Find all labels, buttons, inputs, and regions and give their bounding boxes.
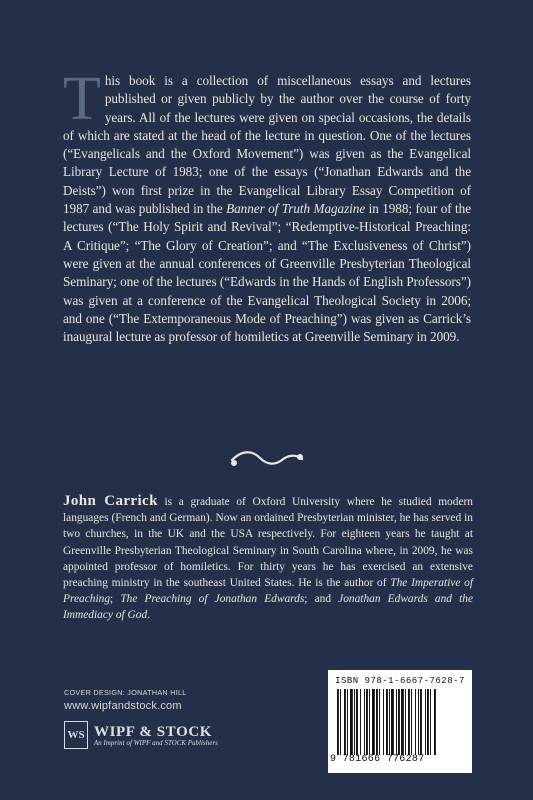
barcode-bar <box>350 689 353 755</box>
barcode-bar <box>389 689 390 755</box>
barcode-bar <box>386 689 388 755</box>
isbn-barcode <box>328 670 472 773</box>
barcode-digits: 9 781666 776287 <box>330 754 425 765</box>
barcode-bar <box>415 689 416 755</box>
barcode-bar <box>337 689 339 755</box>
barcode-bar <box>434 689 436 755</box>
barcode-bar <box>376 689 378 755</box>
barcode-bar <box>369 689 370 755</box>
author-bio <box>63 493 473 624</box>
barcode-bar <box>418 689 419 755</box>
barcode-bar <box>354 689 355 755</box>
book-title-3: Jonathan Edwards and the Immediacy of God <box>63 593 474 622</box>
publisher-name: WIPF & STOCK <box>94 723 213 740</box>
flourish-ornament-icon <box>228 446 306 472</box>
barcode-bar <box>391 689 394 755</box>
barcode-bar <box>340 689 341 755</box>
magazine-title: Banner of Truth Magazine <box>226 201 366 217</box>
barcode-bar <box>379 689 380 755</box>
barcode-bar <box>360 689 361 755</box>
book-title-1: The Imperative of Preaching <box>63 577 473 606</box>
barcode-bar <box>405 689 406 755</box>
book-title-2: The Preaching of Jonathan Edwards <box>120 593 305 606</box>
barcode-bar <box>344 689 346 755</box>
barcode-bar <box>408 689 410 755</box>
publisher-logo: WS <box>64 721 88 749</box>
bio-separator: ; and <box>304 593 339 606</box>
barcode-bar <box>420 689 422 755</box>
barcode-bar <box>356 689 358 755</box>
publisher-text <box>94 724 218 747</box>
cover-design-credit: COVER DESIGN: JONATHAN HILL <box>64 688 187 697</box>
description-text-b: in 1988; four of the lectures (“The Holy Spirit and Revival”; “Redemptive-Historical Preaching: A Critique”; “The Glory of Creation”; and “The Exclusiveness of Christ”) were given at the annual conferences of Greenville Presbyterian Theological Seminary; one of the lectures (“Edwards in the Hands of English Professors”) was given at a conference of the Evangelical Theological Society in 2006; and one (“The Extemporaneous Mode of Preaching”) was given as Carrick’s inaugural lecture as professor of homiletics at Greenville Seminary in 2009. <box>63 201 471 345</box>
publisher-block <box>64 719 218 751</box>
barcode-bar <box>398 689 400 755</box>
book-description <box>63 65 471 346</box>
publisher-tagline: An Imprint of WIPF and STOCK Publishers <box>94 739 218 747</box>
barcode-bars <box>336 689 464 755</box>
credits <box>64 688 187 712</box>
barcode-bar <box>383 689 384 755</box>
barcode-bar <box>366 689 368 755</box>
barcode-bar <box>372 689 375 755</box>
barcode-bar <box>411 689 412 755</box>
description-paragraph <box>63 65 471 346</box>
bio-end: . <box>147 609 150 622</box>
bio-separator: ; <box>110 593 121 606</box>
barcode-bar <box>401 689 404 755</box>
author-name: John Carrick <box>63 493 158 509</box>
isbn-label: ISBN 978-1-6667-7628-7 <box>335 676 465 686</box>
drop-cap: T <box>63 65 101 133</box>
barcode-bar <box>425 689 426 755</box>
description-text-a: his book is a collection of miscellaneous essays and lectures published or given publicly by the author over the course of forty years. All of the lectures were given on special occasions, the details of which are stated at the head of the lecture in question. One of the lectures (“Evangelicals and the Oxford Movement”) was given as the Evangelical Library Lecture of 1983; one of the essays (“Jonathan Edwards and the Deists”) won first prize in the Evangelical Library Essay Competition of 1987 and was published in the <box>63 73 471 217</box>
bio-text: is a graduate of Oxford University where he studied modern languages (French and German). Now an ordained Presbyterian minister, he has served in two churches, in the UK and the USA respectively. For eighteen years he taught at Greenville Presbyterian Theological Seminary in South Carolina where, in 2009, he was appointed professor of homiletics. For thirty years he has exercised an extensive preaching ministry in the southeast United States. He is the author of <box>63 496 473 590</box>
publisher-website: www.wipfandstock.com <box>64 700 182 712</box>
barcode-bar <box>364 689 365 755</box>
barcode-bar <box>430 689 431 755</box>
barcode-bar <box>396 689 397 755</box>
barcode-bar <box>427 689 429 755</box>
barcode-bar <box>347 689 348 755</box>
